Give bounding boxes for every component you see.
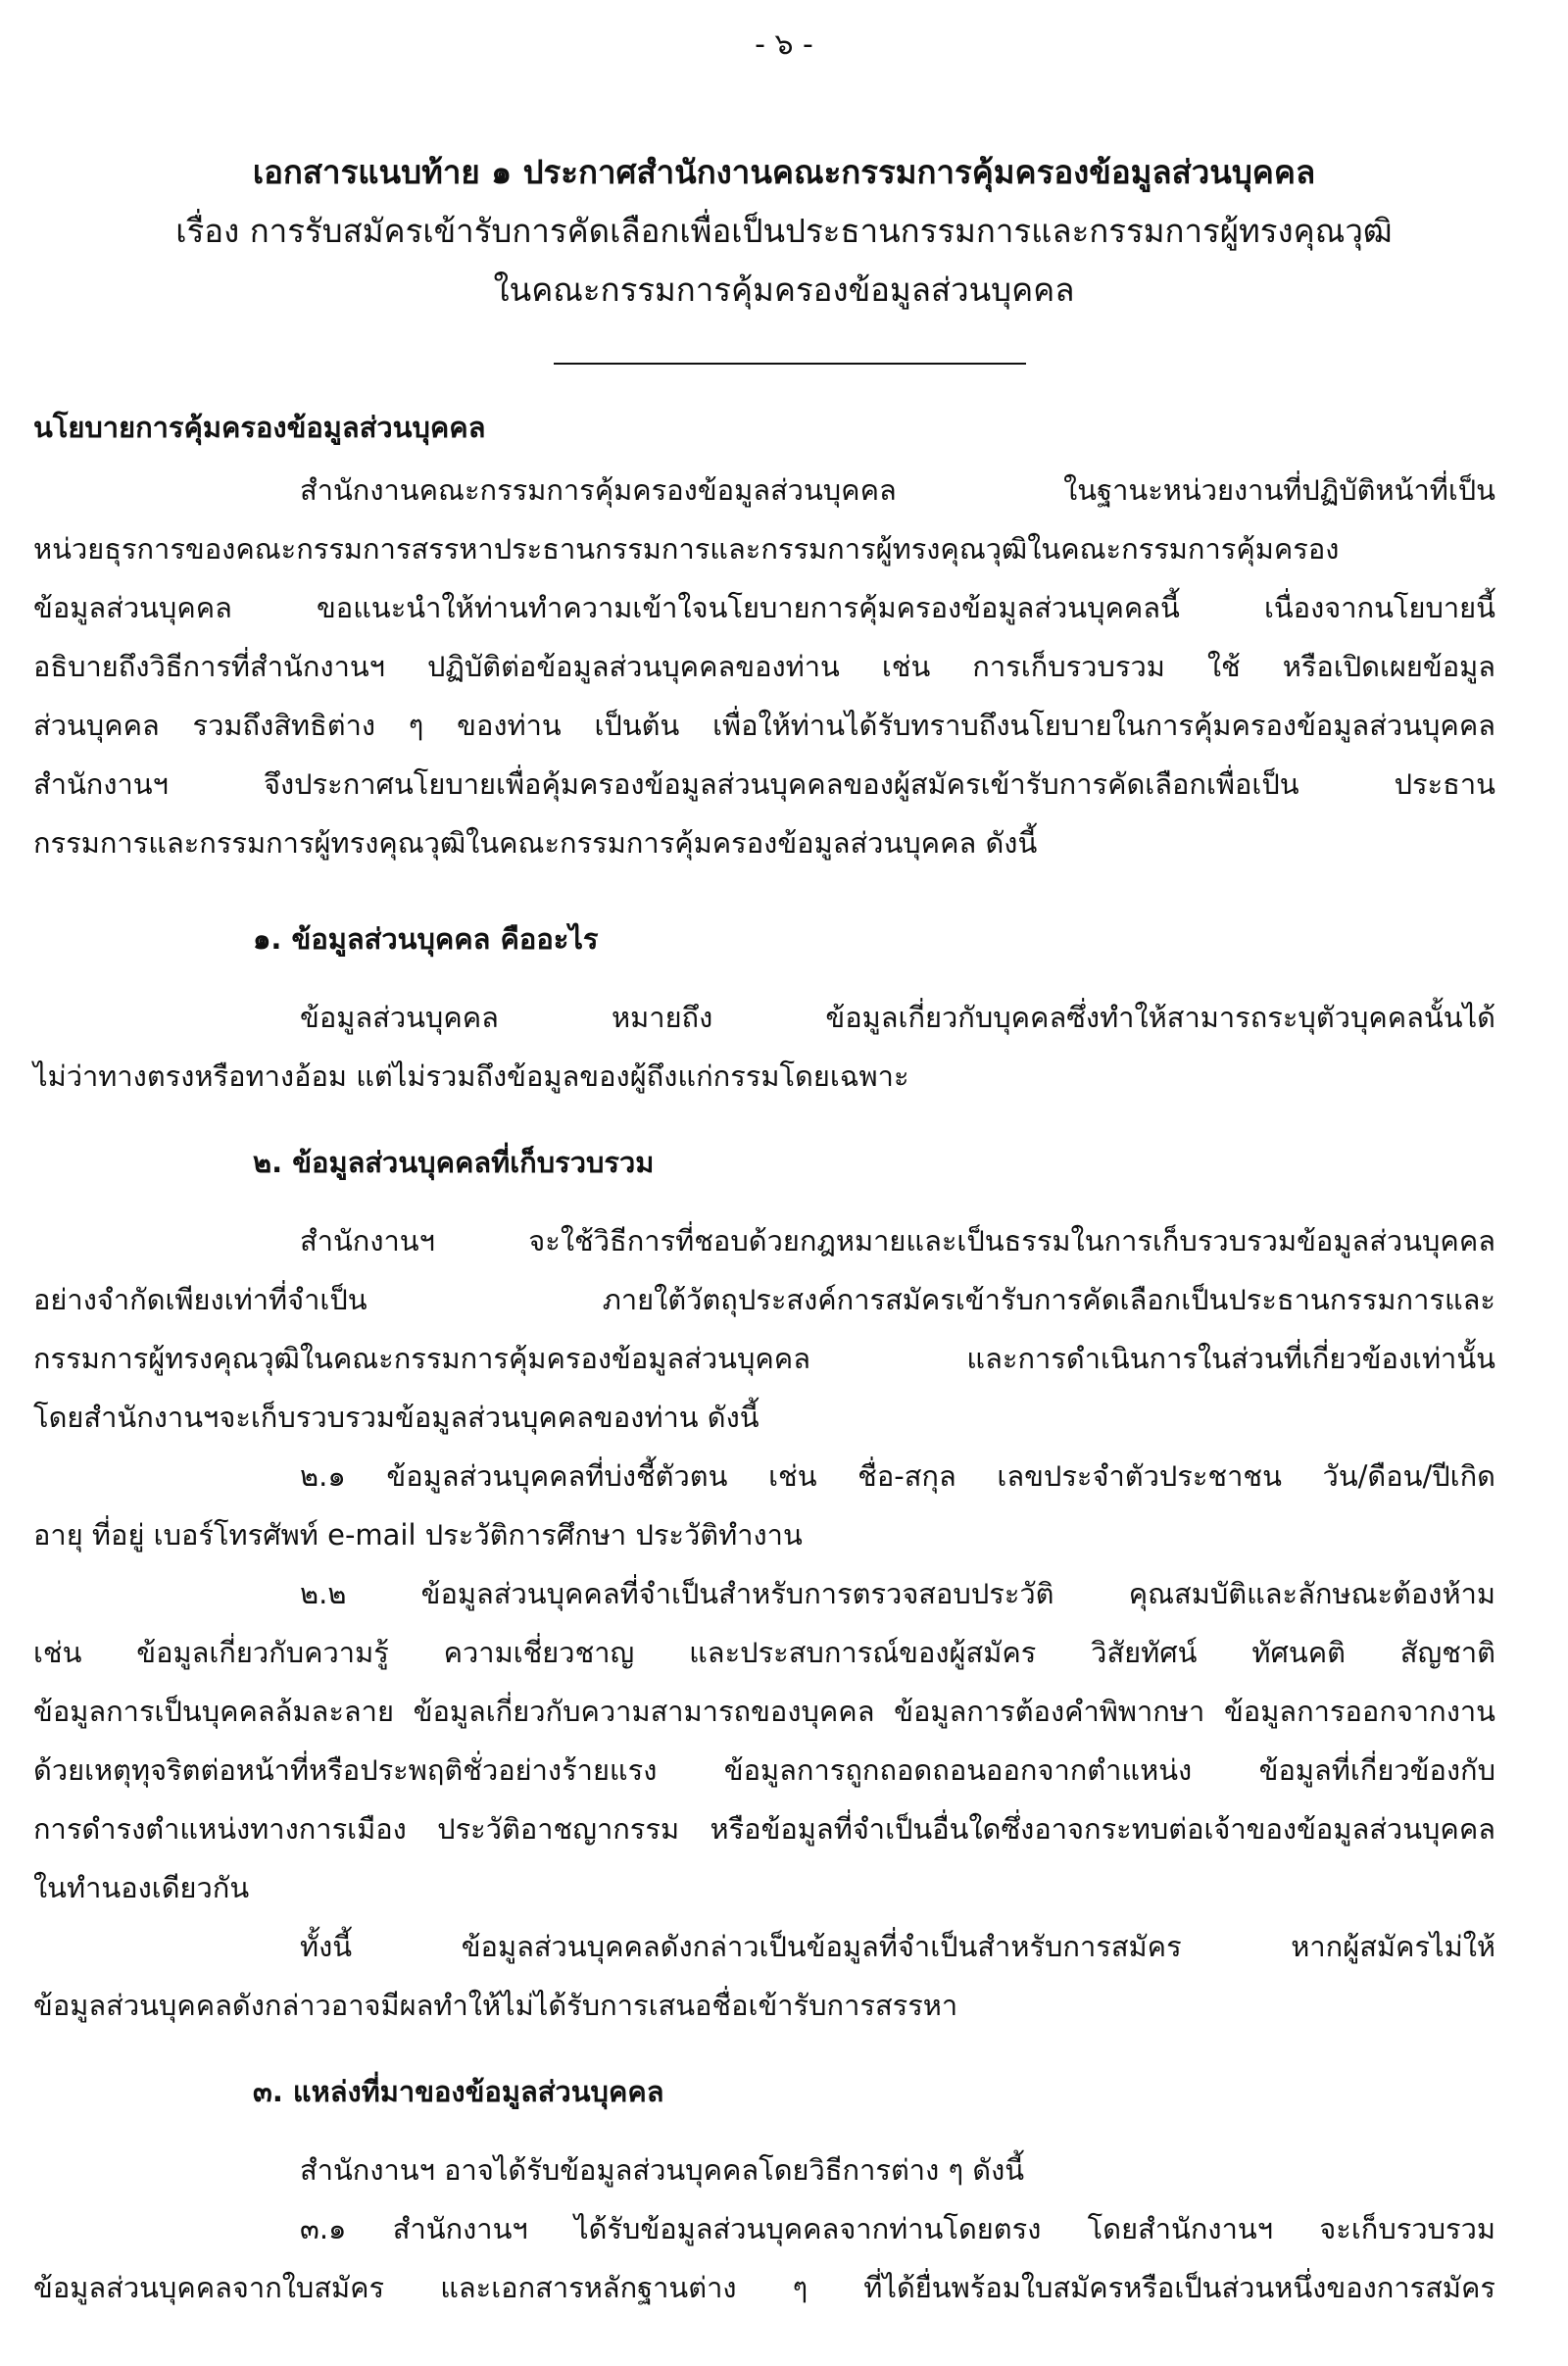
title-divider — [554, 363, 1026, 365]
section-2-line: ในทำนองเดียวกัน — [33, 1871, 250, 1904]
section-2-line: ด้วยเหตุทุจริตต่อหน้าที่หรือประพฤติชั่วอย่างร้ายแรง ข้อมูลการถูกถอดถอนออกจากตำแหน่ง ข้อมูลที่เกี่ยวข้องกับ — [33, 1753, 1495, 1787]
section-2-line: อายุ ที่อยู่ เบอร์โทรศัพท์ e-mail ประวัติการศึกษา ประวัติทำงาน — [33, 1518, 803, 1552]
section-2-line: โดยสำนักงานฯจะเก็บรวบรวมข้อมูลส่วนบุคคลของท่าน ดังนี้ — [33, 1401, 760, 1434]
section-3-line: ๓.๑ สำนักงานฯ ได้รับข้อมูลส่วนบุคคลจากท่านโดยตรง โดยสำนักงานฯ จะเก็บรวบรวม — [300, 2212, 1495, 2245]
section-1-line: ข้อมูลส่วนบุคคล หมายถึง ข้อมูลเกี่ยวกับบุคคลซึ่งทำให้สามารถระบุตัวบุคคลนั้นได้ — [300, 1001, 1495, 1034]
subject-line: เรื่อง การรับสมัครเข้ารับการคัดเลือกเพื่อเป็นประธานกรรมการและกรรมการผู้ทรงคุณวุฒิ — [175, 212, 1393, 250]
section-2-line: กรรมการผู้ทรงคุณวุฒิในคณะกรรมการคุ้มครองข้อมูลส่วนบุคคล และการดำเนินการในส่วนที่เกี่ยวข้องเท่านั้น — [33, 1342, 1495, 1375]
intro-line: หน่วยธุรการของคณะกรรมการสรรหาประธานกรรมการและกรรมการผู้ทรงคุณวุฒิในคณะกรรมการคุ้มครอง — [33, 532, 1340, 566]
section-2-line: การดำรงตำแหน่งทางการเมือง ประวัติอาชญากรรม หรือข้อมูลที่จำเป็นอื่นใดซึ่งอาจกระทบต่อเจ้าของข้อมูลส่วนบุคคล — [33, 1812, 1495, 1846]
section-1-line: ไม่ว่าทางตรงหรือทางอ้อม แต่ไม่รวมถึงข้อมูลของผู้ถึงแก่กรรมโดยเฉพาะ — [33, 1060, 909, 1093]
section-2-line: เช่น ข้อมูลเกี่ยวกับความรู้ ความเชี่ยวชาญ และประสบการณ์ของผู้สมัคร วิสัยทัศน์ ทัศนคติ สัญชาติ — [33, 1636, 1495, 1669]
section-3-line: ข้อมูลส่วนบุคคลจากใบสมัคร และเอกสารหลักฐานต่าง ๆ ที่ได้ยื่นพร้อมใบสมัครหรือเป็นส่วนหนึ่งของการสมัคร — [33, 2271, 1495, 2304]
section-2-heading: ๒. ข้อมูลส่วนบุคคลที่เก็บรวบรวม — [253, 1146, 655, 1179]
policy-heading: นโยบายการคุ้มครองข้อมูลส่วนบุคคล — [33, 411, 486, 444]
section-2-line: ทั้งนี้ ข้อมูลส่วนบุคคลดังกล่าวเป็นข้อมูลที่จำเป็นสำหรับการสมัคร หากผู้สมัครไม่ให้ — [300, 1930, 1495, 1963]
section-2-line: ข้อมูลส่วนบุคคลดังกล่าวอาจมีผลทำให้ไม่ได้รับการเสนอชื่อเข้ารับการสรรหา — [33, 1989, 958, 2022]
section-1-heading: ๑. ข้อมูลส่วนบุคคล คืออะไร — [253, 922, 599, 956]
section-2-line: อย่างจำกัดเพียงเท่าที่จำเป็น ภายใต้วัตถุประสงค์การสมัครเข้ารับการคัดเลือกเป็นประธานกรรมการและ — [33, 1283, 1495, 1316]
intro-line: สำนักงานฯ จึงประกาศนโยบายเพื่อคุ้มครองข้อมูลส่วนบุคคลของผู้สมัครเข้ารับการคัดเลือกเพื่อเป็น ประธาน — [33, 767, 1495, 801]
section-2-line: ๒.๑ ข้อมูลส่วนบุคคลที่บ่งชี้ตัวตน เช่น ชื่อ-สกุล เลขประจำตัวประชาชน วัน/ดือน/ปีเกิด — [300, 1459, 1495, 1493]
intro-line: อธิบายถึงวิธีการที่สำนักงานฯ ปฏิบัติต่อข้อมูลส่วนบุคคลของท่าน เช่น การเก็บรวบรวม ใช้ หรือเปิดเผยข้อมูล — [33, 650, 1495, 683]
page-number: - ๖ - — [755, 27, 813, 62]
section-3-line: สำนักงานฯ อาจได้รับข้อมูลส่วนบุคคลโดยวิธีการต่าง ๆ ดังนี้ — [300, 2153, 1025, 2187]
intro-line: สำนักงานคณะกรรมการคุ้มครองข้อมูลส่วนบุคคล ในฐานะหน่วยงานที่ปฏิบัติหน้าที่เป็น — [300, 473, 1495, 507]
section-3-heading: ๓. แหล่งที่มาของข้อมูลส่วนบุคคล — [253, 2075, 664, 2108]
annex-title: เอกสารแนบท้าย ๑ ประกาศสำนักงานคณะกรรมการคุ้มครองข้อมูลส่วนบุคคล — [252, 153, 1316, 191]
section-2-line: ข้อมูลการเป็นบุคคลล้มละลาย ข้อมูลเกี่ยวกับความสามารถของบุคคล ข้อมูลการต้องคำพิพากษา ข้อมูลการออกจากงาน — [33, 1695, 1495, 1728]
intro-line: ข้อมูลส่วนบุคคล ขอแนะนำให้ท่านทำความเข้าใจนโยบายการคุ้มครองข้อมูลส่วนบุคคลนี้ เนื่องจากนโยบายนี้ — [33, 591, 1495, 624]
intro-line: กรรมการและกรรมการผู้ทรงคุณวุฒิในคณะกรรมการคุ้มครองข้อมูลส่วนบุคคล ดังนี้ — [33, 826, 1038, 860]
section-2-line: ๒.๒ ข้อมูลส่วนบุคคลที่จำเป็นสำหรับการตรวจสอบประวัติ คุณสมบัติและลักษณะต้องห้าม — [300, 1577, 1495, 1610]
intro-line: ส่วนบุคคล รวมถึงสิทธิต่าง ๆ ของท่าน เป็นต้น เพื่อให้ท่านได้รับทราบถึงนโยบายในการคุ้มครองข้อมูลส่วนบุคคล — [33, 709, 1495, 742]
section-2-line: สำนักงานฯ จะใช้วิธีการที่ชอบด้วยกฎหมายและเป็นธรรมในการเก็บรวบรวมข้อมูลส่วนบุคคล — [300, 1224, 1495, 1257]
committee-line: ในคณะกรรมการคุ้มครองข้อมูลส่วนบุคคล — [493, 271, 1075, 309]
